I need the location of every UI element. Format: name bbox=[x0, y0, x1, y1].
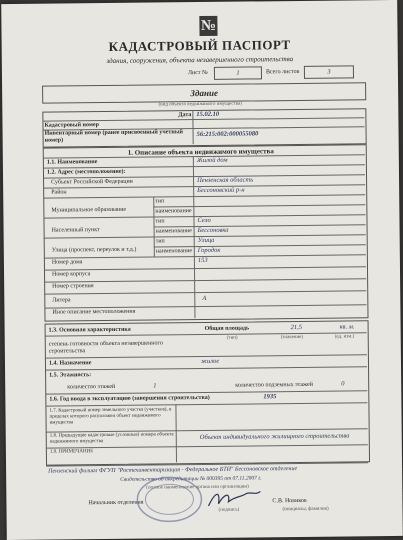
settlement-name: Бессоновка bbox=[197, 226, 229, 235]
municipality-label: Муниципальное образование bbox=[51, 206, 127, 214]
sheet-total-label: Всего листов bbox=[265, 68, 300, 76]
passport-page bbox=[1, 0, 403, 540]
other-location-label: Иное описание местоположения bbox=[52, 308, 136, 316]
street-name-label: наименование bbox=[155, 248, 193, 255]
subject-label: Субъект Российской Федерации bbox=[51, 178, 133, 186]
floors-count-label: количество этажей bbox=[67, 383, 116, 391]
date-label: Дата bbox=[178, 112, 192, 119]
signature bbox=[206, 487, 262, 510]
caption-value: (значение) bbox=[280, 334, 304, 341]
readiness-label: степень готовности объекта незавершенного строительства bbox=[48, 340, 163, 355]
name-value: Жилой дом bbox=[196, 156, 228, 165]
object-type-caption: (вид объекта недвижимого имущества) bbox=[158, 101, 242, 108]
area-unit: кв. м. bbox=[339, 323, 355, 331]
house-label: Номер дома bbox=[51, 259, 83, 266]
purpose-label: 1.4. Назначение bbox=[48, 360, 92, 367]
inventory-value: 56:215:002:000055080 bbox=[196, 130, 259, 139]
logo-mark: № bbox=[199, 16, 217, 36]
caption-unit: (ед. изм.) bbox=[334, 334, 355, 340]
street-name: Городок bbox=[197, 246, 221, 255]
official-stamp bbox=[134, 474, 205, 525]
municipality-type-label: тип bbox=[155, 198, 165, 205]
year-label: 1.6. Год ввода в эксплуатацию (завершения строительства) bbox=[49, 394, 210, 403]
letter-value: А bbox=[202, 294, 207, 302]
year-value: 1935 bbox=[263, 393, 277, 401]
letter-label: Литера bbox=[52, 297, 71, 304]
street-type-label: тип bbox=[155, 238, 165, 245]
settlement-label: Населенный пункт bbox=[51, 227, 100, 234]
land-label: 1.7. Кадастровый номер земельного участка (участков), в пределах которого расположен объект недвижимого имущества bbox=[49, 407, 172, 426]
main-characteristic-label: 1.3. Основная характеристика bbox=[48, 326, 131, 334]
note-value: Объект индивидуального жилищного строительства bbox=[199, 432, 350, 442]
purpose-value: жилое bbox=[200, 357, 220, 366]
district-label: Район bbox=[51, 189, 67, 196]
structure-label: Номер строения bbox=[52, 283, 94, 290]
settlement-name-label: наименование bbox=[155, 228, 192, 235]
subject-value: Пензенская область bbox=[197, 176, 254, 185]
note-label: 1.9. ПРИМЕЧАНИЕ bbox=[49, 449, 94, 455]
municipality-name-label: наименование bbox=[155, 208, 192, 215]
underground-label: количество подземных этажей bbox=[235, 381, 314, 389]
district-value: Бессоновский р-н bbox=[197, 186, 245, 195]
street-label: Улица (проспект, переулок и т.д.) bbox=[51, 246, 137, 254]
chief-name: С.В. Новиков bbox=[272, 497, 307, 505]
document-title: КАДАСТРОВЫЙ ПАСПОРТ bbox=[108, 37, 291, 54]
address-label: 1.2. Адрес (местоположение): bbox=[46, 168, 126, 176]
section-1-title: 1. Описание объекта недвижимого имущества bbox=[127, 147, 274, 157]
object-type: Здание bbox=[190, 87, 219, 99]
floors-count-value: 1 bbox=[153, 382, 157, 390]
name-label: 1.1. Наименование bbox=[46, 159, 98, 166]
settlement-type: Село bbox=[197, 216, 211, 225]
building-label: Номер корпуса bbox=[52, 271, 91, 278]
sign-caption: (подпись) bbox=[218, 507, 240, 513]
name-caption: (инициалы, фамилия) bbox=[282, 506, 329, 513]
house-value: 153 bbox=[197, 256, 208, 265]
document-subtitle: здания, сооружения, объекта незавершенного строительства bbox=[106, 55, 294, 65]
cert-line: Свидетельство об аккредитации № 000395 от 07.11.2007 г. bbox=[120, 475, 262, 483]
street-type: Улица bbox=[197, 236, 215, 245]
area-value: 21,5 bbox=[290, 323, 303, 332]
area-label: Общая площадь bbox=[204, 325, 250, 332]
floors-label: 1.5. Этажность: bbox=[49, 372, 92, 379]
org-line: Пензенский филиал ФГУП "Ростехинвентаризация - Федеральное БТИ" Бессоновское отделение bbox=[48, 466, 298, 475]
inventory-label: Инвентарный номер (ранее присвоенный учетный номер) bbox=[44, 129, 184, 144]
sheet-label: Лист № bbox=[187, 69, 208, 77]
org-caption: (полное наименование органа или организации) bbox=[146, 484, 249, 491]
settlement-type-label: тип bbox=[155, 218, 165, 225]
sheet-total: 3 bbox=[304, 65, 354, 79]
sheet-number: 1 bbox=[214, 66, 262, 80]
date-value: 15.02.10 bbox=[196, 110, 220, 119]
prev-numbers-label: 1.8. Предыдущие кадастровые (условные) номера объекта недвижимого имущества bbox=[49, 432, 174, 445]
cadastral-label: Кадастровый номер bbox=[44, 122, 100, 129]
caption-type: (тип) bbox=[226, 335, 238, 341]
chief-label: Начальник отделения bbox=[88, 499, 144, 507]
underground-value: 0 bbox=[341, 380, 345, 388]
